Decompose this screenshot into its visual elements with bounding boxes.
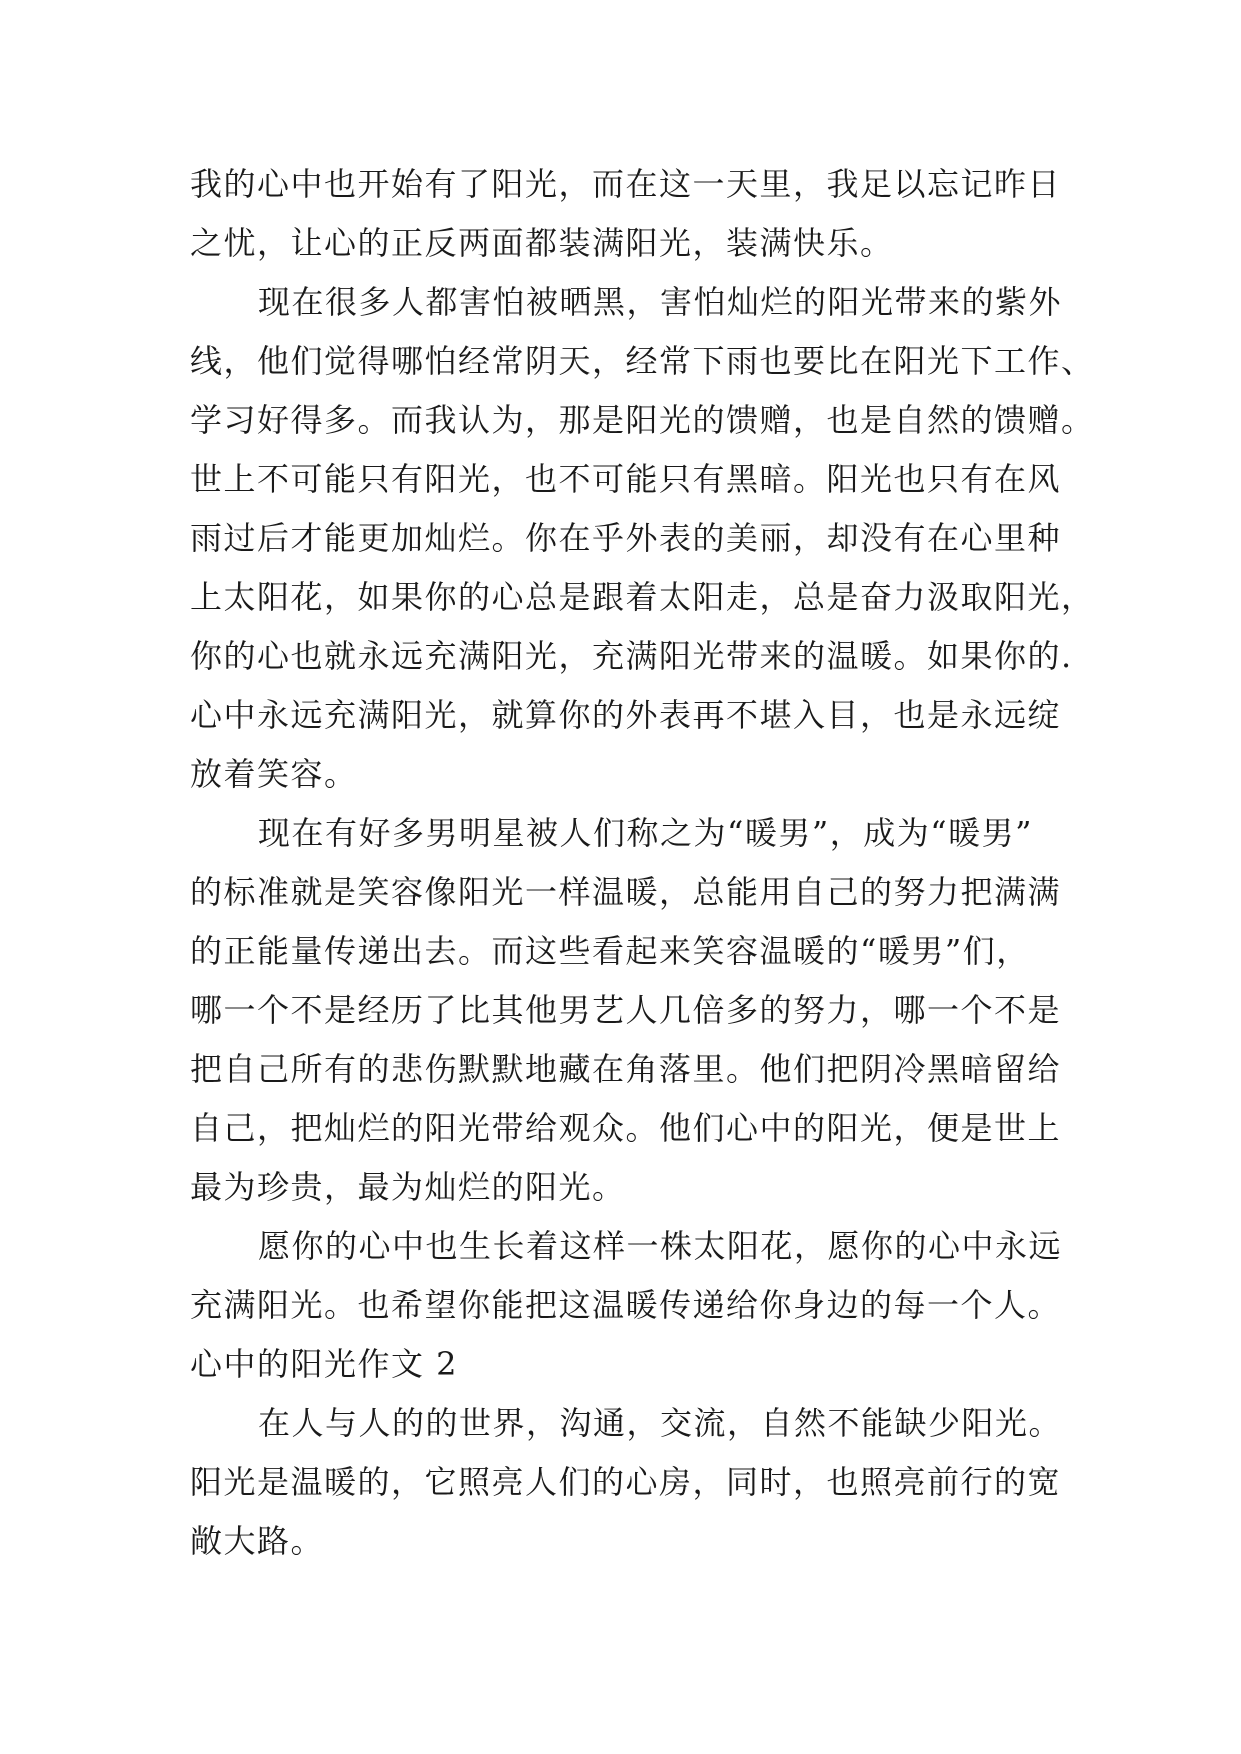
text-line: 最为珍贵，最为灿烂的阳光。 <box>190 1168 626 1206</box>
text-line: 充满阳光。也希望你能把这温暖传递给你身边的每一个人。 <box>190 1286 1062 1324</box>
text-line: 我的心中也开始有了阳光，而在这一天里，我足以忘记昨日 <box>190 165 1062 203</box>
text-line: 学习好得多。而我认为，那是阳光的馈赠，也是自然的馈赠。 <box>190 401 1095 439</box>
text-line: 你的心也就永远充满阳光，充满阳光带来的温暖。如果你的. <box>190 637 1073 675</box>
text-line: 哪一个不是经历了比其他男艺人几倍多的努力，哪一个不是 <box>190 991 1062 1029</box>
text-line: 把自己所有的悲伤默默地藏在角落里。他们把阴冷黑暗留给 <box>190 1050 1062 1088</box>
text-line: 之忧，让心的正反两面都装满阳光，装满快乐。 <box>190 224 894 262</box>
text-line: 上太阳花，如果你的心总是跟着太阳走，总是奋力汲取阳光， <box>190 578 1095 616</box>
text-line: 放着笑容。 <box>190 755 358 793</box>
text-line: 现在很多人都害怕被晒黑，害怕灿烂的阳光带来的紫外 <box>258 283 1063 321</box>
text-line: 现在有好多男明星被人们称之为“暖男”，成为“暖男” <box>258 814 1033 852</box>
text-line: 自己，把灿烂的阳光带给观众。他们心中的阳光，便是世上 <box>190 1109 1062 1147</box>
text-line: 线，他们觉得哪怕经常阴天，经常下雨也要比在阳光下工作、 <box>190 342 1095 380</box>
text-line: 在人与人的的世界，沟通，交流，自然不能缺少阳光。 <box>258 1404 1063 1442</box>
essay-body <box>190 155 1095 1571</box>
text-line: 心中的阳光作文 2 <box>190 1345 459 1383</box>
text-line: 心中永远充满阳光，就算你的外表再不堪入目，也是永远绽 <box>190 696 1062 734</box>
text-line: 敞大路。 <box>190 1522 325 1560</box>
text-line: 世上不可能只有阳光，也不可能只有黑暗。阳光也只有在风 <box>190 460 1062 498</box>
text-line: 的正能量传递出去。而这些看起来笑容温暖的“暖男”们， <box>190 932 1030 970</box>
text-line: 阳光是温暖的，它照亮人们的心房，同时，也照亮前行的宽 <box>190 1463 1062 1501</box>
text-line: 的标准就是笑容像阳光一样温暖，总能用自己的努力把满满 <box>190 873 1062 911</box>
text-line: 雨过后才能更加灿烂。你在乎外表的美丽，却没有在心里种 <box>190 519 1062 557</box>
text-line: 愿你的心中也生长着这样一株太阳花，愿你的心中永远 <box>258 1227 1063 1265</box>
